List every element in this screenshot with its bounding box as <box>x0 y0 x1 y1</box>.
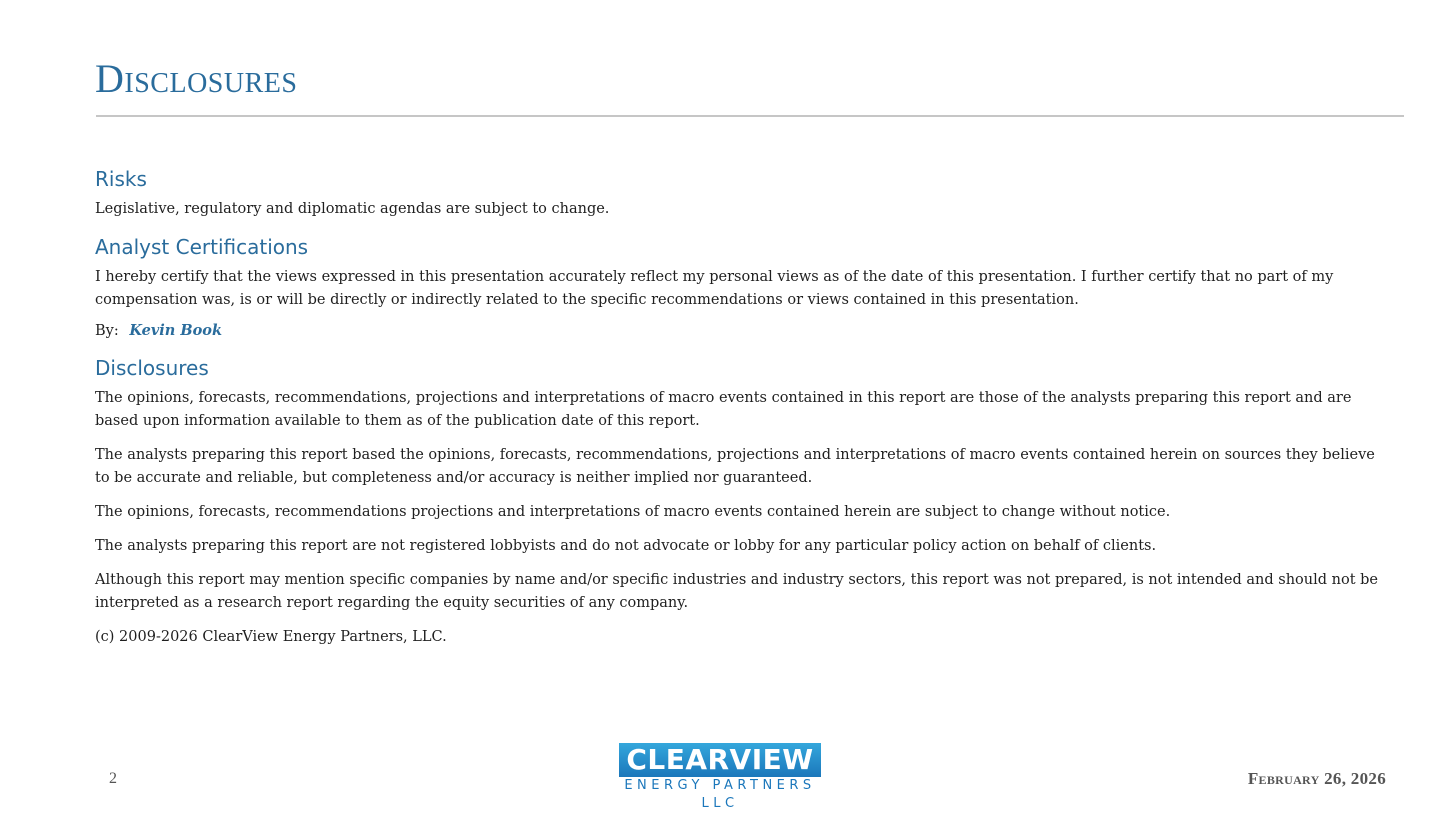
logo-wordmark: CLEARVIEW <box>619 743 821 777</box>
disclosure-paragraph: The opinions, forecasts, recommendations, projections and interpretations of macro events contained in this report are those of the analysts preparing this report and are based upon information available to them as of the publication date of this report. <box>95 390 1352 429</box>
risks-text: Legislative, regulatory and diplomatic agendas are subject to change. <box>95 201 610 217</box>
disclosures-heading: Disclosures <box>95 356 209 380</box>
risks-section <box>95 166 1390 221</box>
analyst-certifications-section <box>95 234 1390 343</box>
page-title: Disclosures <box>95 56 298 101</box>
by-label: By: <box>95 323 119 339</box>
disclosures-content <box>95 166 1390 660</box>
disclosure-paragraph: The opinions, forecasts, recommendations projections and interpretations of macro events contained herein are subject to change without notice. <box>95 504 1171 520</box>
logo-tagline: ENERGY PARTNERS LLC <box>624 778 816 811</box>
disclosure-paragraph: Although this report may mention specific companies by name and/or specific industries and industry sectors, this report was not prepared, is not intended and should not be interpreted as a research report regarding the equity securities of any company. <box>95 572 1379 611</box>
certification-text: I hereby certify that the views expressed in this presentation accurately reflect my personal views as of the date of this presentation. I further certify that no part of my compensation was, is or will be directly or indirectly related to the specific recommendations or views contained in this presentation. <box>95 269 1334 308</box>
analyst-name: Kevin Book <box>129 322 223 339</box>
analyst-byline <box>95 319 1390 343</box>
report-date: February 26, 2026 <box>1247 769 1386 788</box>
clearview-logo <box>619 743 821 811</box>
copyright-notice: (c) 2009-2026 ClearView Energy Partners, LLC. <box>95 629 447 645</box>
disclosure-paragraph: The analysts preparing this report are not registered lobbyists and do not advocate or lobby for any particular policy action on behalf of clients. <box>95 538 1157 554</box>
disclosures-section <box>95 355 1390 649</box>
title-divider <box>96 115 1404 117</box>
page-number: 2 <box>109 770 117 787</box>
disclosure-paragraph: The analysts preparing this report based the opinions, forecasts, recommendations, projections and interpretations of macro events contained herein on sources they believe to be accurate and reliable, but completeness and/or accuracy is neither implied nor guaranteed. <box>95 447 1375 486</box>
analyst-certifications-heading: Analyst Certifications <box>95 235 309 259</box>
risks-heading: Risks <box>95 167 147 191</box>
